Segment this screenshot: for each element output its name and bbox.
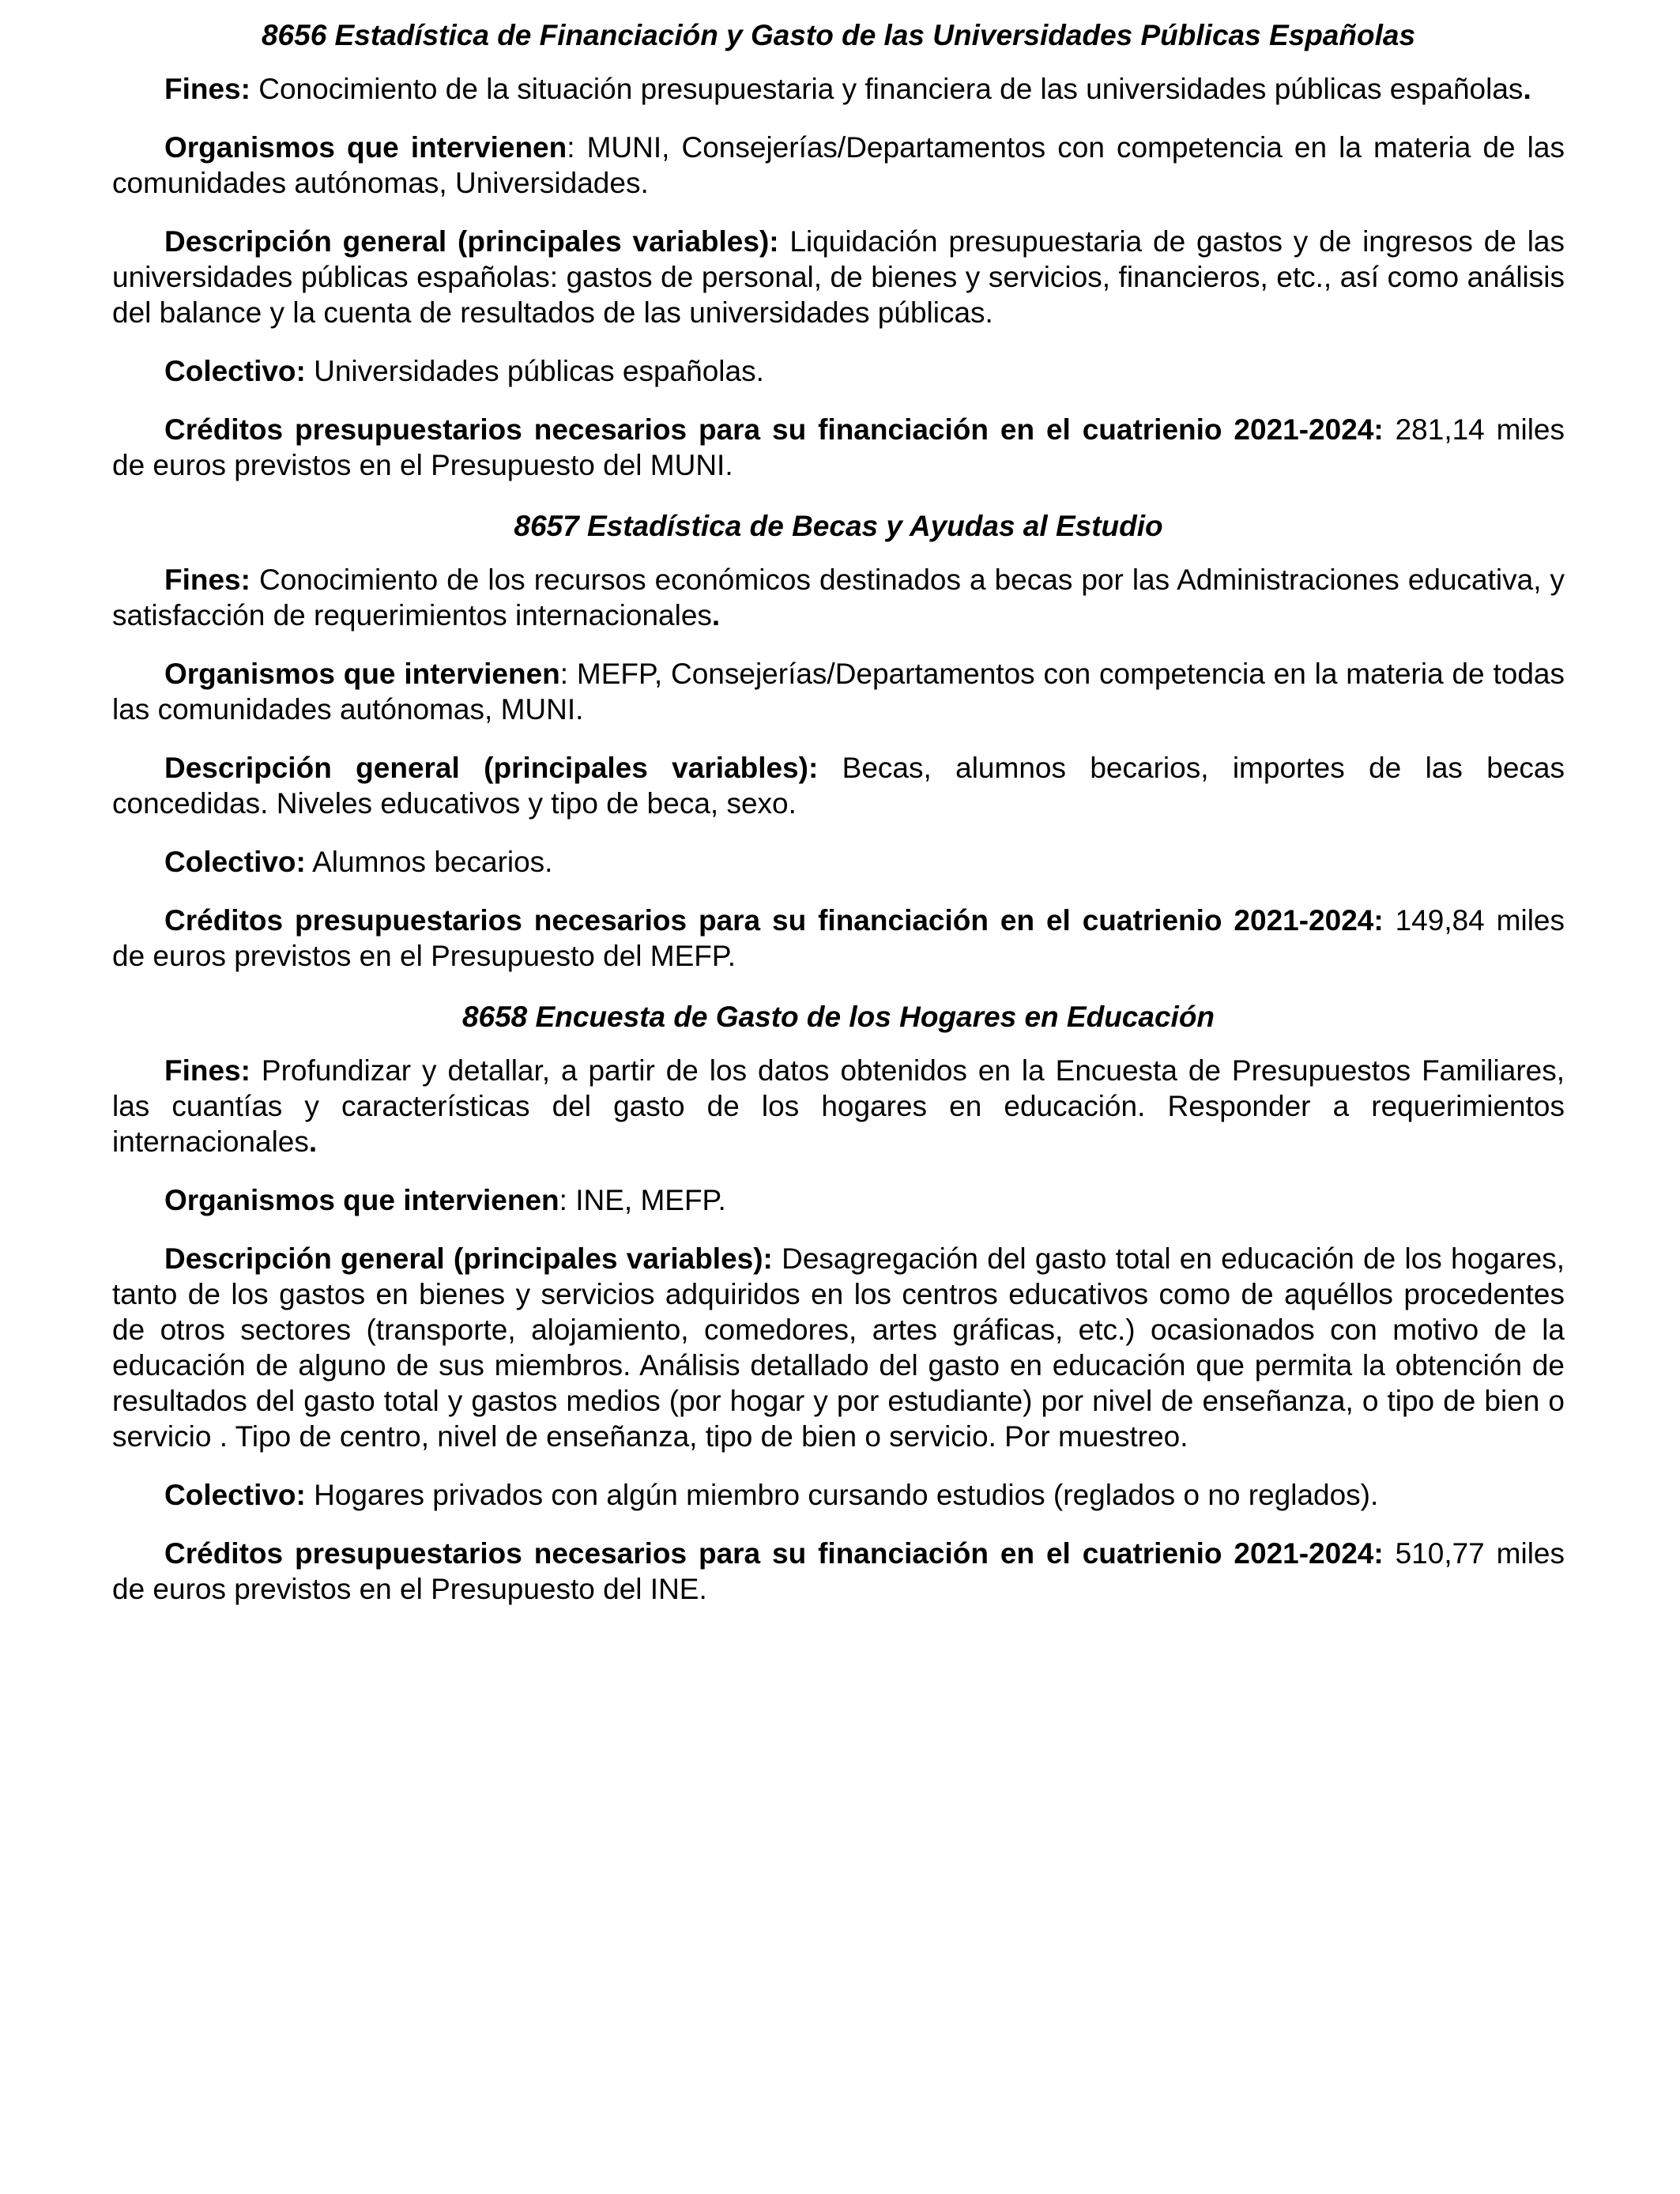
colectivo-paragraph bbox=[112, 844, 1565, 880]
descripcion-paragraph bbox=[112, 1241, 1565, 1454]
creditos-paragraph bbox=[112, 1536, 1565, 1607]
fines-end: . bbox=[711, 599, 721, 631]
creditos-paragraph bbox=[112, 412, 1565, 483]
organismos-paragraph bbox=[112, 130, 1565, 201]
colectivo-label: Colectivo: bbox=[164, 1479, 306, 1511]
organismos-label: Organismos que intervienen bbox=[164, 131, 567, 164]
descripcion-paragraph bbox=[112, 750, 1565, 821]
section-title: 8657 Estadística de Becas y Ayudas al Estudio bbox=[514, 510, 1163, 542]
colectivo-paragraph bbox=[112, 1477, 1565, 1513]
organismos-text: : MUNI, Consejerías/Departamentos con competencia en la materia de las comunidades autónomas, Universidades. bbox=[112, 131, 1565, 199]
fines-paragraph bbox=[112, 562, 1565, 633]
organismos-text: : INE, MEFP. bbox=[559, 1184, 726, 1216]
colectivo-label: Colectivo: bbox=[164, 355, 306, 387]
colectivo-text: Hogares privados con algún miembro cursando estudios (reglados o no reglados). bbox=[305, 1479, 1379, 1511]
creditos-label: Créditos presupuestarios necesarios para su financiación en el cuatrienio 2021-2024: bbox=[164, 1537, 1384, 1570]
organismos-paragraph bbox=[112, 656, 1565, 727]
section-title: 8656 Estadística de Financiación y Gasto de las Universidades Públicas Españolas bbox=[261, 19, 1416, 51]
descripcion-paragraph bbox=[112, 224, 1565, 330]
colectivo-text: Universidades públicas españolas. bbox=[305, 355, 764, 387]
fines-label: Fines: bbox=[164, 1054, 250, 1087]
colectivo-paragraph bbox=[112, 353, 1565, 389]
fines-text: Conocimiento de la situación presupuestaria y financiera de las universidades públicas españolas bbox=[250, 73, 1524, 105]
creditos-text: 281,14 miles de euros previstos en el Presupuesto del MUNI. bbox=[112, 413, 1565, 481]
fines-label: Fines: bbox=[164, 73, 250, 105]
creditos-label: Créditos presupuestarios necesarios para su financiación en el cuatrienio 2021-2024: bbox=[164, 904, 1384, 937]
section-title: 8658 Encuesta de Gasto de los Hogares en Educación bbox=[461, 1001, 1215, 1033]
fines-end: . bbox=[308, 1125, 318, 1158]
descripcion-text: Becas, alumnos becarios, importes de las becas concedidas. Niveles educativos y tipo de beca, sexo. bbox=[112, 752, 1565, 820]
organismos-label: Organismos que intervienen bbox=[164, 1184, 559, 1216]
fines-paragraph bbox=[112, 71, 1565, 107]
descripcion-label: Descripción general (principales variables): bbox=[164, 752, 819, 784]
descripcion-label: Descripción general (principales variables): bbox=[164, 225, 779, 258]
creditos-label: Créditos presupuestarios necesarios para su financiación en el cuatrienio 2021-2024: bbox=[164, 413, 1384, 446]
organismos-text: : MEFP, Consejerías/Departamentos con competencia en la materia de todas las comunidades autónomas, MUNI. bbox=[112, 658, 1565, 726]
section-8656 bbox=[112, 17, 1565, 483]
organismos-label: Organismos que intervienen bbox=[164, 658, 560, 690]
descripcion-label: Descripción general (principales variables): bbox=[164, 1242, 773, 1275]
creditos-text: 510,77 miles de euros previstos en el Presupuesto del INE. bbox=[112, 1537, 1565, 1605]
creditos-text: 149,84 miles de euros previstos en el Presupuesto del MEFP. bbox=[112, 904, 1565, 972]
organismos-paragraph bbox=[112, 1182, 1565, 1218]
section-8658 bbox=[112, 999, 1565, 1607]
creditos-paragraph bbox=[112, 903, 1565, 974]
descripcion-text: Liquidación presupuestaria de gastos y de ingresos de las universidades públicas españolas: gastos de personal, de bienes y servicios, financieros, etc., así como análisis del balance y la cuenta de resultados de las universidades públicas. bbox=[112, 225, 1565, 329]
fines-text: Profundizar y detallar, a partir de los datos obtenidos en la Encuesta de Presupuestos Familiares, las cuantías y características del gasto de los hogares en educación. Responder a requerimientos internacionales bbox=[112, 1054, 1565, 1158]
fines-paragraph bbox=[112, 1053, 1565, 1159]
section-8657 bbox=[112, 508, 1565, 974]
colectivo-label: Colectivo: bbox=[164, 846, 306, 878]
document-page bbox=[112, 17, 1565, 1632]
fines-end: . bbox=[1523, 73, 1531, 105]
descripcion-text: Desagregación del gasto total en educación de los hogares, tanto de los gastos en bienes y servicios adquiridos en los centros educativos como de aquéllos procedentes de otros sectores (transporte, alojamiento, comedores, artes gráficas, etc.) ocasionados con motivo de la educación de alguno de sus miembros. Análisis detallado del gasto en educación que permita la obtención de resultados del gasto total y gastos medios (por hogar y por estudiante) por nivel de enseñanza, o tipo de bien o servicio . Tipo de centro, nivel de enseñanza, tipo de bien o servicio. Por muestreo. bbox=[112, 1242, 1565, 1453]
colectivo-text: Alumnos becarios. bbox=[305, 846, 553, 878]
fines-label: Fines: bbox=[164, 564, 250, 596]
fines-text: Conocimiento de los recursos económicos destinados a becas por las Administraciones educativa, y satisfacción de requerimientos internacionales bbox=[112, 564, 1565, 631]
